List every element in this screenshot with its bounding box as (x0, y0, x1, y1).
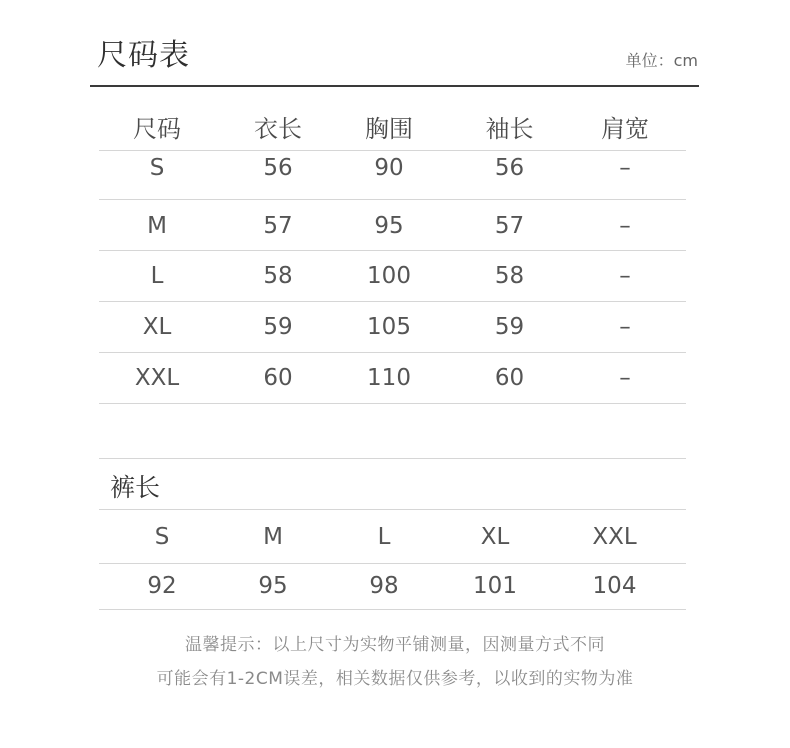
unit-label: 单位：cm (625, 51, 698, 70)
cell-length: 60 (263, 365, 293, 391)
pants-size: L (377, 523, 391, 550)
pants-size: M (263, 523, 283, 550)
pants-length: 92 (147, 573, 177, 599)
header-length: 衣长 (254, 114, 302, 143)
table-row (99, 302, 686, 353)
cell-sleeve: 57 (494, 212, 525, 239)
pants-size-row (99, 509, 686, 564)
table-row (99, 201, 686, 251)
header-size: 尺码 (133, 114, 181, 143)
pants-value-row (99, 563, 686, 610)
cell-length: 57 (263, 212, 293, 239)
cell-chest: 95 (374, 212, 404, 239)
cell-size: XXL (134, 365, 180, 391)
cell-sleeve: 59 (494, 314, 525, 340)
header-shoulder: 肩宽 (601, 114, 649, 143)
table-row (99, 151, 686, 200)
table-row (99, 251, 686, 302)
cell-shoulder: – (619, 365, 631, 391)
cell-length: 56 (263, 155, 293, 181)
cell-sleeve: 56 (494, 155, 525, 181)
note-line-1: 温馨提示：以上尺寸为实物平铺测量，因测量方式不同 (185, 635, 605, 655)
cell-size: L (150, 263, 164, 289)
cell-length: 59 (263, 314, 293, 340)
cell-chest: 105 (367, 314, 411, 340)
cell-chest: 100 (367, 263, 411, 289)
page-title: 尺码表 (97, 38, 190, 73)
cell-shoulder: – (619, 212, 631, 239)
size-table-header (99, 102, 686, 151)
cell-chest: 90 (374, 155, 404, 181)
pants-title: 裤长 (110, 473, 161, 502)
cell-sleeve: 58 (494, 263, 525, 289)
pants-size: XXL (592, 523, 637, 550)
header-chest: 胸围 (365, 114, 413, 143)
note-line-2: 可能会有1-2CM误差，相关数据仅供参考，以收到的实物为准 (156, 669, 634, 689)
cell-length: 58 (263, 263, 293, 289)
cell-sleeve: 60 (494, 365, 525, 391)
table-row (99, 353, 686, 404)
cell-shoulder: – (619, 155, 631, 181)
cell-shoulder: – (619, 263, 631, 289)
pants-length: 98 (369, 573, 399, 599)
header-sleeve: 袖长 (485, 114, 534, 143)
cell-size: M (147, 212, 167, 239)
cell-chest: 110 (367, 365, 411, 391)
pants-length: 104 (592, 573, 637, 599)
pants-size: S (154, 523, 170, 550)
cell-size: S (149, 155, 165, 181)
pants-section-divider (99, 458, 686, 459)
pants-length: 95 (258, 573, 288, 599)
cell-size: XL (142, 314, 172, 340)
pants-length: 101 (473, 573, 517, 599)
pants-size: XL (480, 523, 510, 550)
title-divider (90, 85, 699, 87)
cell-shoulder: – (619, 314, 631, 340)
